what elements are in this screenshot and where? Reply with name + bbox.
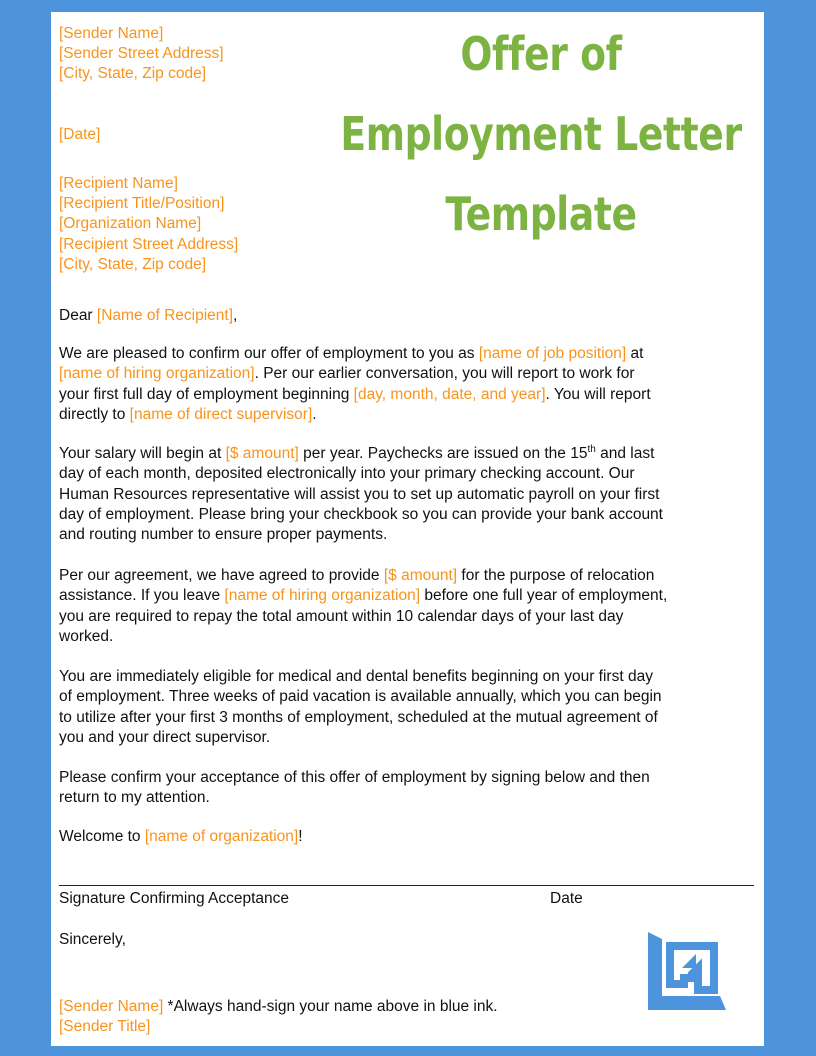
text: to utilize after your first 3 months of employment, scheduled at the mutual agreement of [59, 708, 658, 726]
supervisor-field: [name of direct supervisor] [129, 405, 313, 423]
text: and routing number to ensure proper payments. [59, 526, 388, 544]
job-position-field: [name of job position] [478, 345, 627, 362]
recipient-street-placeholder: [Recipient Street Address] [59, 236, 239, 253]
paragraph-benefits [59, 667, 759, 748]
sender-name-placeholder: [Sender Name] [59, 998, 164, 1015]
salutation [59, 306, 237, 326]
sender-street-placeholder: [Sender Street Address] [59, 45, 224, 62]
signature-label: Signature Confirming Acceptance [59, 890, 290, 907]
brand-logo-icon [648, 932, 730, 1012]
text: before one full year of employment, [420, 587, 668, 605]
paragraph-position [59, 344, 759, 425]
text: day of employment. Please bring your checkbook so you can provide your bank account [59, 505, 663, 523]
text: return to my attention. [59, 789, 210, 807]
title-line-3: Template [445, 187, 637, 241]
text: day of each month, deposited electronically into your primary checking account. Our [59, 465, 635, 483]
title-line-2: Employment Letter [340, 107, 742, 161]
text: Please confirm your acceptance of this offer of employment by signing below and then [59, 769, 650, 786]
ordinal-suffix: th [587, 443, 596, 455]
text: . You will report [545, 385, 651, 403]
text: assistance. If you leave [59, 587, 225, 605]
organization-name-placeholder: [Organization Name] [59, 215, 202, 232]
welcome-line [59, 827, 303, 847]
recipient-name-placeholder: [Recipient Name] [59, 175, 178, 192]
text: worked. [59, 627, 114, 645]
title-line-1: Offer of [460, 27, 622, 81]
hiring-org-field: [name of hiring organization] [59, 365, 255, 383]
sender-title-placeholder: [Sender Title] [59, 1018, 151, 1035]
text: You are immediately eligible for medical and dental benefits beginning on your first day [59, 668, 653, 685]
date-placeholder: [Date] [59, 126, 101, 143]
hiring-org-field: [name of hiring organization] [224, 587, 421, 605]
letter-page [51, 12, 764, 1046]
text: and last [595, 445, 655, 462]
paragraph-salary [59, 444, 759, 545]
sender-city-placeholder: [City, State, Zip code] [59, 65, 207, 82]
closing: Sincerely, [59, 931, 126, 948]
salary-amount-field: [$ amount] [225, 445, 299, 462]
text: directly to [59, 405, 130, 423]
text: . [312, 405, 317, 423]
recipient-name-field: [Name of Recipient] [96, 307, 234, 324]
text: for the purpose of relocation [457, 567, 655, 584]
date-label: Date [550, 890, 583, 907]
text: at [626, 345, 644, 362]
paragraph-confirmation [59, 768, 759, 809]
relocation-amount-field: [$ amount] [383, 567, 458, 584]
recipient-title-placeholder: [Recipient Title/Position] [59, 195, 225, 212]
organization-field: [name of organization] [144, 828, 299, 845]
recipient-city-placeholder: [City, State, Zip code] [59, 256, 207, 273]
text: Per our agreement, we have agreed to provide [59, 567, 384, 584]
start-date-field: [day, month, date, and year] [353, 385, 546, 403]
signature-note: *Always hand-sign your name above in blue ink. [163, 998, 498, 1015]
text: your first full day of employment beginning [59, 385, 354, 403]
text: per year. Paychecks are issued on the 15 [298, 445, 588, 462]
text: We are pleased to confirm our offer of employment to you as [59, 345, 479, 362]
text: Welcome to [59, 828, 145, 845]
text: ! [298, 828, 303, 845]
text: you are required to repay the total amount within 10 calendar days of your last day [59, 607, 624, 625]
text: Human Resources representative will assist you to set up automatic payroll on your first [59, 485, 660, 503]
text: Your salary will begin at [59, 445, 226, 462]
text: you and your direct supervisor. [59, 728, 271, 746]
text: . Per our earlier conversation, you will report to work for [254, 365, 635, 383]
salutation-suffix: , [233, 307, 238, 324]
text: of employment. Three weeks of paid vacation is available annually, which you can begin [59, 688, 662, 706]
signature-line [59, 885, 754, 886]
salutation-prefix: Dear [59, 307, 97, 324]
sender-signature-line [59, 997, 498, 1017]
sender-name-placeholder: [Sender Name] [59, 25, 164, 42]
paragraph-relocation [59, 566, 759, 647]
